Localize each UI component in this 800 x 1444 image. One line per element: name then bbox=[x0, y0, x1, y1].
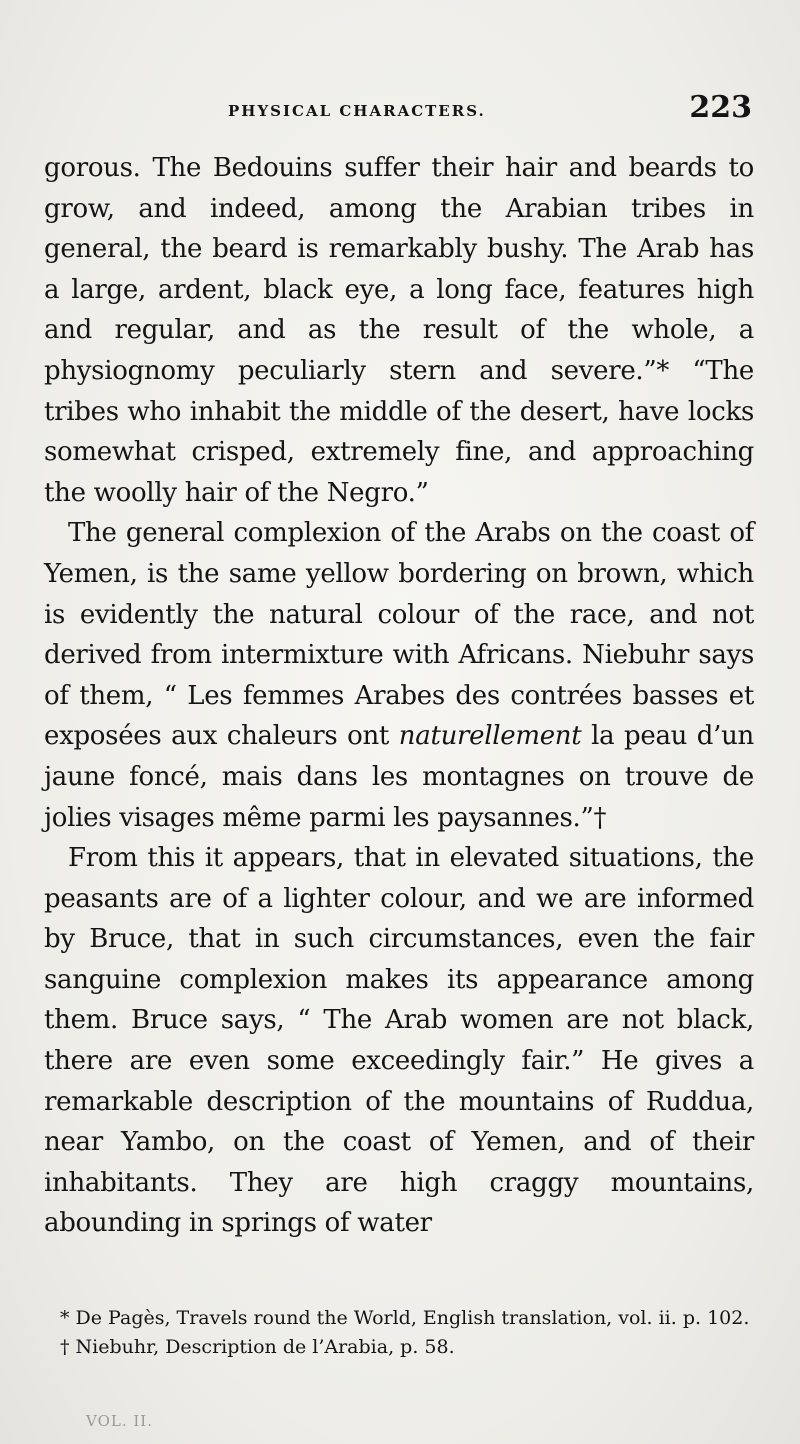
footnotes bbox=[44, 1304, 756, 1362]
body-text bbox=[44, 148, 754, 1244]
paragraph-1: gorous. The Bedouins suffer their hair and beards to grow, and indeed, among the Arabian tribes in general, the beard is remarkably bushy. The Arab has a large, ardent, black eye, a long face, features high and regular, and as the result of the whole, a physiognomy peculiarly stern and severe.”* “The tribes who inhabit the middle of the desert, have locks somewhat crisped, extremely fine, and approaching the woolly hair of the Negro.” bbox=[44, 153, 754, 508]
paragraph-2 bbox=[44, 513, 754, 838]
italic-term: naturellement bbox=[398, 721, 582, 752]
running-title: PHYSICAL CHARACTERS. bbox=[228, 102, 486, 120]
footnote-2: † Niebuhr, Description de l’Arabia, p. 58. bbox=[60, 1336, 455, 1358]
paragraph-2-continuation: la peau d’un jaune foncé, mais dans les montagnes on trouve de jolies visages même parmi les paysannes.”† bbox=[44, 721, 754, 833]
page-number: 223 bbox=[689, 90, 752, 125]
signature-mark: VOL. II. bbox=[86, 1412, 153, 1430]
paragraph-2-text: The general complexion of the Arabs on the coast of Yemen, is the same yellow bordering on brown, which is evidently the natural colour of the race, and not derived from intermixture with Africans. Niebuhr says of them, “ Les femmes Arabes des contrées basses et exposées aux chaleurs ont bbox=[44, 518, 754, 752]
running-head bbox=[48, 90, 752, 130]
footnote-1: * De Pagès, Travels round the World, English translation, vol. ii. p. 102. bbox=[60, 1307, 750, 1329]
paragraph-3: From this it appears, that in elevated situations, the peasants are of a lighter colour, and we are informed by Bruce, that in such circumstances, even the fair sanguine complexion makes its appearance among them. Bruce says, “ The Arab women are not black, there are even some exceedingly fair.” He gives a remarkable description of the mountains of Ruddua, near Yambo, on the coast of Yemen, and of their inhabitants. They are high craggy mountains, abounding in springs of water bbox=[44, 843, 754, 1239]
